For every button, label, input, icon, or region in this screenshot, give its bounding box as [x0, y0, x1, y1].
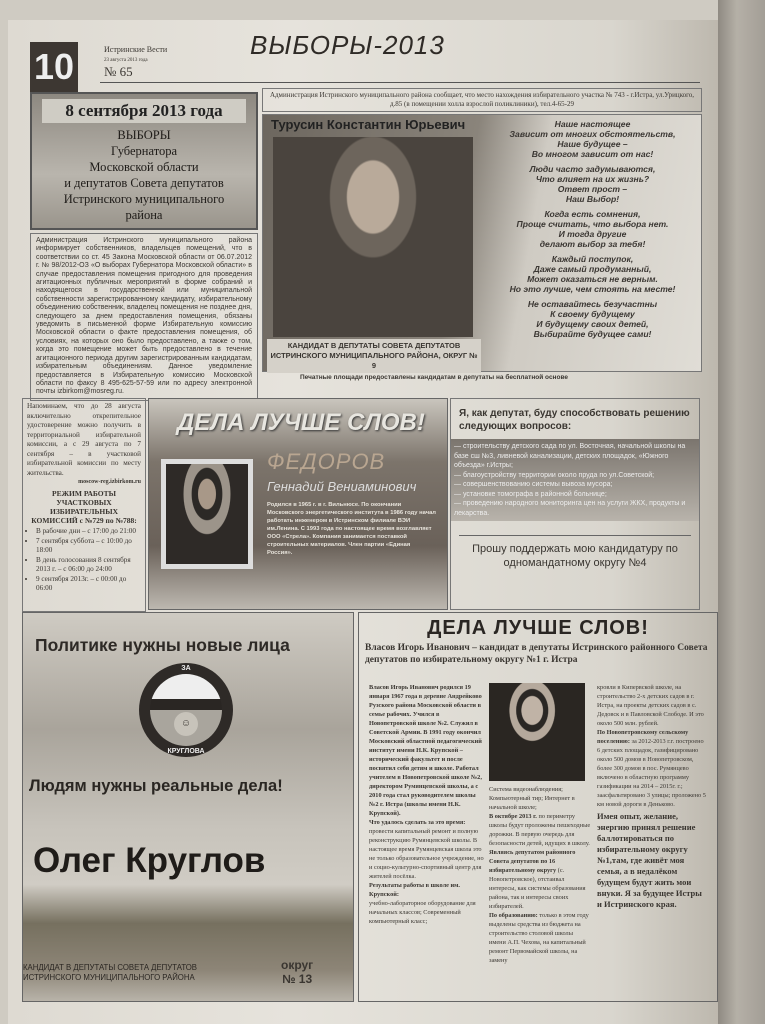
- schedule-item: • В день голосования 8 сентября 2013 г. – с 06:00 до 24:00: [36, 556, 141, 575]
- kruglov-ad: [22, 612, 354, 1002]
- bio-question: Что удалось сделать за это время:: [369, 819, 466, 826]
- candidate-photo: [489, 683, 585, 781]
- election-line: Губернатора: [110, 144, 178, 158]
- ballot-box-logo-icon: [139, 663, 233, 757]
- district-number: № 13: [282, 972, 313, 986]
- candidate-name: Олег Круглов: [33, 841, 266, 880]
- bio-text: за 2012-2013 г.г. построено 6 детских площадок, газифицировано около 500 домов в Новопетровском, более 300 домов в пос. Румянцево включено в областную программу газификации на 2014 – 2015г. г.; заасфальтировано 3 улицы; проложено 5 км новой дороги в Деньково.: [597, 738, 706, 808]
- district-label: округ: [281, 958, 314, 972]
- reminder-site: moscow-reg.izbirkom.ru: [78, 479, 141, 485]
- logo-bottom-text: КРУГЛОВА: [167, 748, 205, 755]
- bio-text: по периметру школы будут проложены пешеходные дорожки. В первую очередь для безопасности детей, идущих в школу.: [489, 813, 591, 847]
- schedule-heading: РЕЖИМ РАБОТЫ УЧАСТКОВЫХ ИЗБИРАТЕЛЬНЫХ КОМИССИЙ с №729 по №788:: [31, 489, 137, 525]
- bio-bold: По Новопетровскому сельскому поселению:: [597, 729, 689, 745]
- bio-text: учебно-лабораторное оборудование для начальных классов; Современный компьютерный класс;: [369, 900, 476, 925]
- election-line: Истринского муниципального: [63, 192, 225, 206]
- bio-text: только в этом году выделены средства из бюджета на строительство столовой школы имени А.П. Чехова, на капитальный ремонт Первомайской школы, на замену: [489, 912, 589, 964]
- support-request: Прошу поддержать мою кандидатуру по одномандатному округу №4: [459, 535, 691, 570]
- candidate-surname: ФЕДОРОВ: [267, 449, 386, 474]
- bio-text: провести капитальный ремонт и полную реконструкцию Румянцевской школы. В настоящее время Румянцевская школа это не только образовательное учреждение, но и социо-культурно-спортивный центр для жителей посёлка.: [369, 828, 484, 880]
- page-edge: [718, 0, 765, 1024]
- poem-stanza: Люди часто задумываются, Что влияет на их жизнь? Ответ прост – Наш Выбор!: [529, 164, 656, 204]
- logo-top-text: ЗА: [181, 665, 191, 672]
- slogan: ДЕЛА ЛУЧШЕ СЛОВ!: [427, 617, 649, 639]
- schedule-item: • 9 сентября 2013г. – с 00:00 до 06:00: [36, 575, 141, 594]
- poem-stanza: Каждый поступок, Даже самый продуманный, Может оказаться не верным. Но это лучше, чем стоять на месте!: [509, 254, 676, 294]
- bio-bold: По образованию:: [489, 912, 538, 919]
- headline: Политике нужны новые лица: [35, 635, 290, 655]
- election-line: ВЫБОРЫ: [117, 128, 171, 142]
- schedule-item: • 7 сентября суббота – с 10:00 до 18:00: [36, 537, 141, 556]
- polling-station-notice: Администрация Истринского муниципального района сообщает, что место нахождения избирательного участка № 743 - г.Истра, ул.Урицкого, д.85 (в помещении холла взрослой поликлиники), тел.4-65-29: [262, 88, 702, 112]
- candidate-caption: КАНДИДАТ В ДЕПУТАТЫ СОВЕТА ДЕПУТАТОВ ИСТРИНСКОГО МУНИЦИПАЛЬНОГО РАЙОНА, ОКРУГ № 9: [267, 339, 481, 373]
- candidate-caption: КАНДИДАТ В ДЕПУТАТЫ СОВЕТА ДЕПУТАТОВ ИСТРИНСКОГО МУНИЦИПАЛЬНОГО РАЙОНА: [23, 963, 197, 982]
- closing-statement: Имея опыт, желание, энергию принял решение баллотироваться по избирательному округу №1,там, где живёт моя семья, а в недалёком будущем будут жить мои внуки. Я за будущее Истры и Истринского края.: [597, 811, 702, 909]
- paper-name: Истринские Вести: [104, 45, 168, 54]
- bio-text: (с. Новопетровское), отстаивал интересы, как системы образования района, так и интересы своих избирателей.: [489, 867, 586, 910]
- free-space-note: Печатные площади предоставлены кандидатам в депутаты на бесплатной основе: [300, 374, 568, 381]
- fedorov-ad: [148, 398, 448, 610]
- candidate-name: Турусин Константин Юрьевич: [271, 117, 466, 132]
- candidate-first-names: Геннадий Вениаминович: [267, 479, 417, 494]
- subtitle: Власов Игорь Иванович – кандидат в депутаты Истринского районного Совета депутатов по избирательному округу №1 г. Истра: [365, 643, 708, 665]
- bio-text: Система видеонаблюдения; Компьютерный тир; Интернет в начальной школе;: [489, 786, 575, 811]
- slogan: ДЕЛА ЛУЧШЕ СЛОВ!: [177, 409, 425, 436]
- election-line: и депутатов Совета депутатов: [64, 176, 224, 190]
- candidate-photo: [273, 137, 473, 337]
- poem-stanza: Когда есть сомнения, Проще считать, что выбора нет. И тогда другие делают выбор за тебя!: [516, 209, 669, 249]
- program-item: — установке томографа в районной больнице;: [454, 490, 607, 498]
- reminder-box: [22, 398, 146, 612]
- fedorov-program: [450, 398, 700, 610]
- poem-stanza: Наше настоящее Зависит от многих обстоятельств, Наше будущее – Во многом зависит от нас!: [509, 119, 676, 159]
- election-line: Московской области: [89, 160, 199, 174]
- poem: [485, 115, 700, 344]
- issue-number: № 65: [104, 64, 133, 79]
- issue-date: 23 августа 2013 года: [104, 58, 148, 63]
- premises-notice: Администрация Истринского муниципального района информирует собственников, владельцев помещений, что в соответствии со ст. 45 Закона Московской области от 06.07.2012 г. № 98/2012-ОЗ «О выборах Губернатора Московской области» в случае предоставления помещения пригодного для проведения агитационных публичных мероприятий в форме собраний и находящегося в государственной или муниципальной собственности зарегистрированному кандидату, избирательному объединению собственник, владелец помещения не позднее дня, следующего за днем предоставления помещения, обязаны уведомить в письменной форме Избирательную комиссию Московской области о факте предоставления помещения, об условиях, на которых оно было предоставлено, а также о том, когда это помещение может быть предоставлено в течение агитационного периода другим зарегистрированным кандидатам, избирательным объединениям. Данное уведомление предоставляется в Избирательную комиссию Московской области по факсу 8 495-625-57-59 или по адресу электронной почты izbirkom@mosreg.ru.: [30, 233, 258, 401]
- bio-bold: В октябре 2013 г.: [489, 813, 537, 820]
- masthead: [104, 44, 167, 77]
- vlasov-ad: [358, 612, 718, 1002]
- candidate-photo: [161, 459, 253, 569]
- bio-bold: Являясь депутатом районного Совета депутатов по 16 избирательному округу: [489, 849, 576, 874]
- headline-2: Людям нужны реальные дела!: [29, 777, 283, 795]
- smiley-icon: ☺: [174, 712, 198, 736]
- bio-text: кровли в Кипервской школе, на строительство 2-х детских садов в г. Истра, на проекты детских садов в с. Дедовск и в Павловской Слободе. И это около 500 млн. рублей.: [597, 684, 704, 727]
- program-heading: Я, как депутат, буду способствовать решению следующих вопросов:: [459, 408, 690, 432]
- bio-question: Результаты работы в школе им. Крупской:: [369, 882, 460, 898]
- election-date: 8 сентября 2013 года: [42, 99, 246, 123]
- program-item: — проведению народного мониторинга цен на услуги ЖКХ, продукты и лекарства.: [454, 500, 686, 517]
- program-item: — благоустройству территории около пруда по ул.Советской;: [454, 471, 655, 479]
- page-number: 10: [30, 42, 78, 92]
- turusin-ad: [262, 114, 702, 372]
- bio-column-3: [597, 683, 707, 910]
- program-item: — строительству детского сада по ул. Восточная, начальной школы на базе сш №3, ливневой канализации, детских площадок, «Южного объезда» г.Истры;: [454, 443, 686, 469]
- election-line: района: [125, 208, 163, 222]
- section-title: ВЫБОРЫ-2013: [250, 30, 445, 60]
- election-date-box: [30, 92, 258, 230]
- bio-text: Власов Игорь Иванович родился 19 января 1967 года в деревне Андрейково Рузского района Московской области в семье рабочих. Учился в Новопетровской школе №2. Служил в Советской Армии. В 1991 году окончил Московский областной педагогический институт имени Н.К. Крупской – исторический факультет и после посвятил себя детям и школе. Работал учителем в Новопетровской школе №2, директором Румянцевской школы, а с 2010 года стал руководителем школы №2 г. Истра (школы имени Н.К. Крупской).: [369, 684, 482, 817]
- program-item: — совершенствованию системы вывоза мусора;: [454, 481, 613, 488]
- divider: [100, 82, 700, 83]
- poem-stanza: Не оставайтесь безучастны К своему будущему И будущему своих детей, Выбирайте будущее сами!: [527, 299, 658, 339]
- bio-column-2: [489, 785, 591, 965]
- schedule-item: • В рабочие дни – с 17:00 до 21:00: [36, 527, 141, 537]
- candidate-bio: Родился в 1965 г. в г. Вильнюсе. По окончании Московского энергетического института в 1986 году начал работать инженером в Истринском филиале ВЭИ им.Ленина. С 1993 года по настоящее время возглавляет ООО «Стрела». Компания занимается поставкой строительных материалов. Член партии «Единая Россия».: [267, 502, 436, 556]
- reminder-text: Напоминаем, что до 28 августа включительно открепительное удостоверение можно получить в территориальной избирательной комиссии, а с 29 августа по 7 сентября – в участковой избирательной комиссии по месту жительства.: [27, 402, 141, 477]
- district: [281, 958, 313, 986]
- bio-column-1: [369, 683, 485, 926]
